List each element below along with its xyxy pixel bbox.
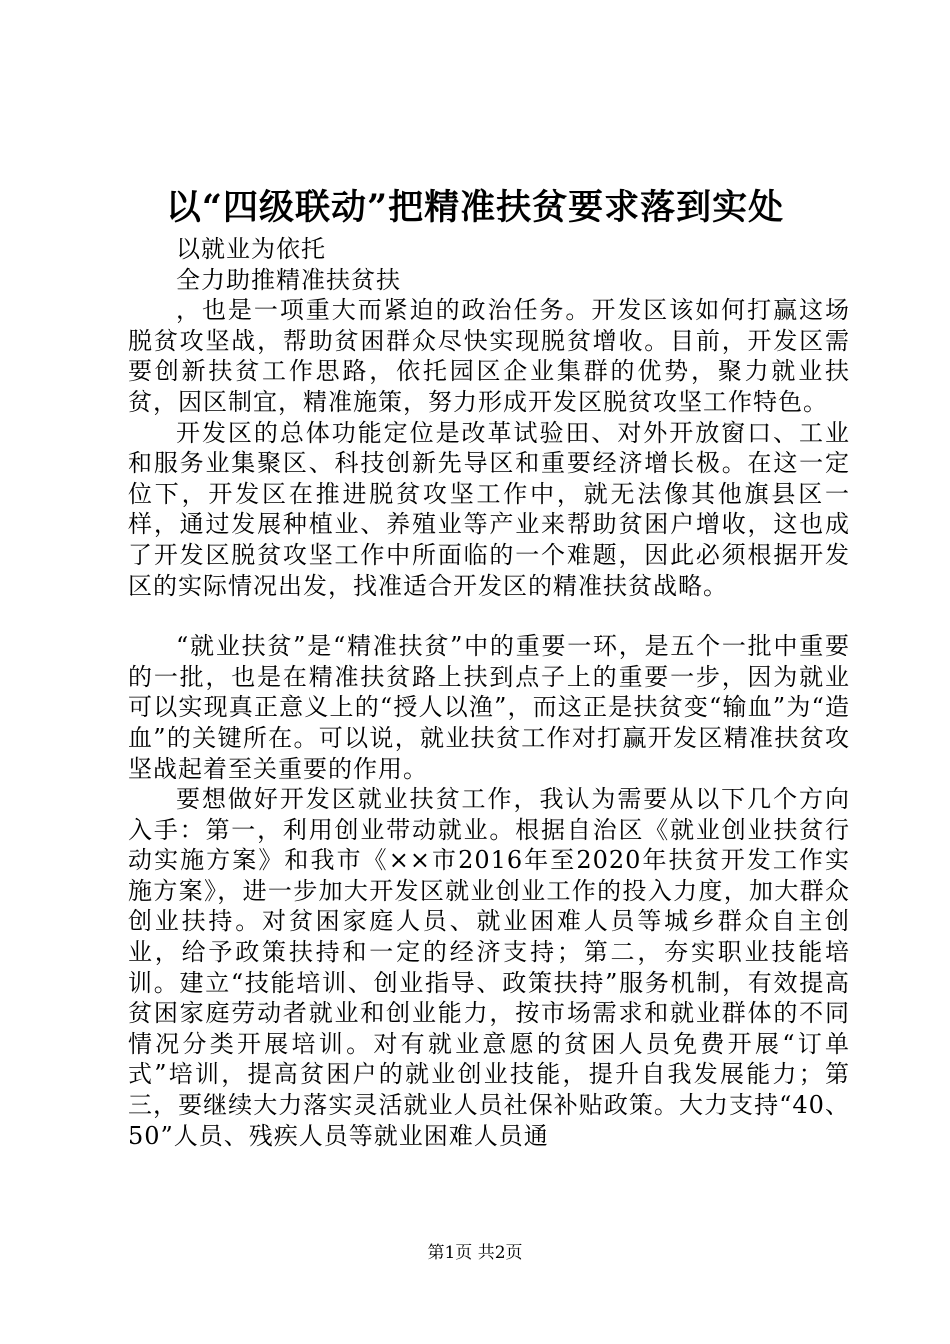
paragraph-4: 要想做好开发区就业扶贫工作，我认为需要从以下几个方向入手：第一，利用创业带动就业。根据自治区《就业创业扶贫行动实施方案》和我市《××市2016年至2020年扶贫开发工作实施方案》，进一步加大开发区就业创业工作的投入力度，加大群众创业扶持。对贫困家庭人员、就业困难人员等城乡群众自主创业，给予政策扶持和一定的经济支持；第二，夯实职业技能培训。建立“技能培训、创业指导、政策扶持”服务机制，有效提高贫困家庭劳动者就业和创业能力，按市场需求和就业群体的不同情况分类开展培训。对有就业意愿的贫困人员免费开展“订单式”培训，提高贫困户的就业创业技能，提升自我发展能力；第三，要继续大力落实灵活就业人员社保补贴政策。大力支持“40、50”人员、残疾人员等就业困难人员通 (128, 785, 850, 1150)
paragraph-3: “就业扶贫”是“精准扶贫”中的重要一环，是五个一批中重要的一批，也是在精准扶贫路上扶到点子上的重要一步，因为就业可以实现真正意义上的“授人以渔”，而这正是扶贫变“输血”为“造血”的关键所在。可以说，就业扶贫工作对打赢开发区精准扶贫攻坚战起着至关重要的作用。 (128, 632, 850, 783)
paragraph-2: 开发区的总体功能定位是改革试验田、对外开放窗口、工业和服务业集聚区、科技创新先导区和重要经济增长极。在这一定位下，开发区在推进脱贫攻坚工作中，就无法像其他旗县区一样，通过发展种植业、养殖业等产业来帮助贫困户增收，这也成了开发区脱贫攻坚工作中所面临的一个难题，因此必须根据开发区的实际情况出发，找准适合开发区的精准扶贫战略。 (128, 418, 850, 600)
page-footer: 第1页 共2页 (427, 1243, 523, 1263)
document-body (128, 234, 850, 1151)
paragraph-1: ，也是一项重大而紧迫的政治任务。开发区该如何打赢这场脱贫攻坚战，帮助贫困群众尽快实现脱贫增收。目前，开发区需要创新扶贫工作思路，依托园区企业集群的优势，聚力就业扶贫，因区制宜，精准施策，努力形成开发区脱贫攻坚工作特色。 (128, 296, 850, 416)
document-title: 以“四级联动”把精准扶贫要求落到实处 (165, 187, 785, 228)
subtitle-line-2: 全力助推精准扶贫扶 (176, 265, 401, 294)
subtitle-line-1: 以就业为依托 (176, 235, 326, 263)
